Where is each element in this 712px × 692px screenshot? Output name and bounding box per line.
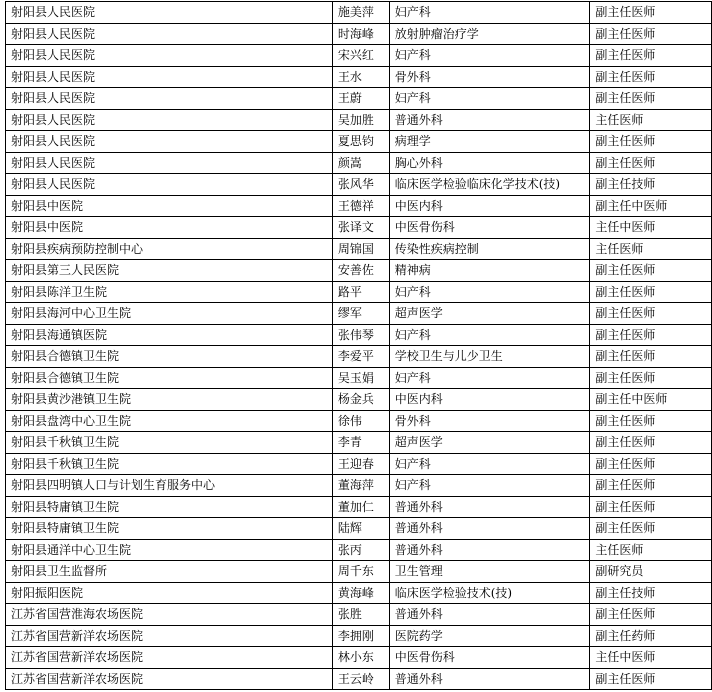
table-row xyxy=(6,260,712,282)
specialty-cell: 超声医学 xyxy=(389,432,590,454)
institution-cell: 射阳县人民医院 xyxy=(6,131,333,153)
specialty-cell: 普通外科 xyxy=(389,109,590,131)
table-row xyxy=(6,647,712,669)
title-cell: 主任医师 xyxy=(590,109,712,131)
table-row xyxy=(6,174,712,196)
specialty-cell: 骨外科 xyxy=(389,66,590,88)
title-cell: 副主任医师 xyxy=(590,23,712,45)
name-cell: 时海峰 xyxy=(332,23,389,45)
name-cell: 施美萍 xyxy=(332,2,389,24)
title-cell: 主任医师 xyxy=(590,238,712,260)
title-cell: 副主任医师 xyxy=(590,131,712,153)
specialty-cell: 卫生管理 xyxy=(389,561,590,583)
table-row xyxy=(6,668,712,690)
specialty-cell: 妇产科 xyxy=(389,453,590,475)
name-cell: 周千东 xyxy=(332,561,389,583)
table-row xyxy=(6,281,712,303)
title-cell: 副主任医师 xyxy=(590,152,712,174)
title-cell: 副主任医师 xyxy=(590,410,712,432)
specialty-cell: 妇产科 xyxy=(389,45,590,67)
table-row xyxy=(6,475,712,497)
name-cell: 张风华 xyxy=(332,174,389,196)
table-row xyxy=(6,109,712,131)
table-row xyxy=(6,152,712,174)
title-cell: 副主任医师 xyxy=(590,668,712,690)
specialty-cell: 传染性疾病控制 xyxy=(389,238,590,260)
name-cell: 张胜 xyxy=(332,604,389,626)
specialty-cell: 中医内科 xyxy=(389,195,590,217)
name-cell: 缪军 xyxy=(332,303,389,325)
institution-cell: 射阳县人民医院 xyxy=(6,109,333,131)
title-cell: 副主任医师 xyxy=(590,432,712,454)
specialty-cell: 放射肿瘤治疗学 xyxy=(389,23,590,45)
title-cell: 主任中医师 xyxy=(590,647,712,669)
specialty-cell: 临床医学检验技术(技) xyxy=(389,582,590,604)
title-cell: 副主任医师 xyxy=(590,281,712,303)
name-cell: 李拥刚 xyxy=(332,625,389,647)
table-row xyxy=(6,238,712,260)
institution-cell: 射阳县人民医院 xyxy=(6,23,333,45)
specialty-cell: 中医内科 xyxy=(389,389,590,411)
specialty-cell: 学校卫生与儿少卫生 xyxy=(389,346,590,368)
name-cell: 吴玉娟 xyxy=(332,367,389,389)
title-cell: 副主任医师 xyxy=(590,518,712,540)
table-row xyxy=(6,539,712,561)
name-cell: 王迎春 xyxy=(332,453,389,475)
name-cell: 张丙 xyxy=(332,539,389,561)
title-cell: 副主任医师 xyxy=(590,303,712,325)
table-row xyxy=(6,66,712,88)
table-row xyxy=(6,625,712,647)
institution-cell: 江苏省国营新洋农场医院 xyxy=(6,625,333,647)
name-cell: 路平 xyxy=(332,281,389,303)
name-cell: 王蔚 xyxy=(332,88,389,110)
institution-cell: 江苏省国营淮海农场医院 xyxy=(6,604,333,626)
specialty-cell: 妇产科 xyxy=(389,281,590,303)
table-row xyxy=(6,367,712,389)
title-cell: 主任中医师 xyxy=(590,217,712,239)
name-cell: 王水 xyxy=(332,66,389,88)
specialty-cell: 临床医学检验临床化学技术(技) xyxy=(389,174,590,196)
institution-cell: 射阳县中医院 xyxy=(6,217,333,239)
specialty-cell: 妇产科 xyxy=(389,367,590,389)
table-row xyxy=(6,496,712,518)
institution-cell: 射阳县通洋中心卫生院 xyxy=(6,539,333,561)
institution-cell: 江苏省国营新洋农场医院 xyxy=(6,647,333,669)
table-row xyxy=(6,217,712,239)
name-cell: 张伟琴 xyxy=(332,324,389,346)
institution-cell: 射阳县合德镇卫生院 xyxy=(6,367,333,389)
table-row xyxy=(6,561,712,583)
table-row xyxy=(6,518,712,540)
institution-cell: 射阳振阳医院 xyxy=(6,582,333,604)
title-cell: 副主任药师 xyxy=(590,625,712,647)
specialty-cell: 中医骨伤科 xyxy=(389,217,590,239)
institution-cell: 射阳县人民医院 xyxy=(6,174,333,196)
title-cell: 副主任医师 xyxy=(590,45,712,67)
institution-cell: 射阳县疾病预防控制中心 xyxy=(6,238,333,260)
title-cell: 副主任医师 xyxy=(590,88,712,110)
table-row xyxy=(6,131,712,153)
table-row xyxy=(6,303,712,325)
table-row xyxy=(6,195,712,217)
specialty-cell: 普通外科 xyxy=(389,604,590,626)
name-cell: 董加仁 xyxy=(332,496,389,518)
institution-cell: 射阳县四明镇人口与计划生育服务中心 xyxy=(6,475,333,497)
table-row xyxy=(6,88,712,110)
table-row xyxy=(6,432,712,454)
table-row xyxy=(6,582,712,604)
title-cell: 副主任医师 xyxy=(590,260,712,282)
specialty-cell: 胸心外科 xyxy=(389,152,590,174)
specialty-cell: 普通外科 xyxy=(389,518,590,540)
table-row xyxy=(6,604,712,626)
institution-cell: 射阳县海河中心卫生院 xyxy=(6,303,333,325)
institution-cell: 射阳县中医院 xyxy=(6,195,333,217)
name-cell: 陆辉 xyxy=(332,518,389,540)
personnel-table xyxy=(5,1,712,690)
personnel-table-body xyxy=(6,2,712,690)
title-cell: 主任医师 xyxy=(590,539,712,561)
specialty-cell: 普通外科 xyxy=(389,496,590,518)
title-cell: 副主任技师 xyxy=(590,582,712,604)
table-row xyxy=(6,45,712,67)
title-cell: 副主任医师 xyxy=(590,346,712,368)
institution-cell: 射阳县合德镇卫生院 xyxy=(6,346,333,368)
specialty-cell: 普通外科 xyxy=(389,668,590,690)
institution-cell: 射阳县千秋镇卫生院 xyxy=(6,432,333,454)
table-row xyxy=(6,2,712,24)
institution-cell: 射阳县人民医院 xyxy=(6,66,333,88)
name-cell: 董海萍 xyxy=(332,475,389,497)
name-cell: 安善佐 xyxy=(332,260,389,282)
table-row xyxy=(6,410,712,432)
specialty-cell: 精神病 xyxy=(389,260,590,282)
specialty-cell: 妇产科 xyxy=(389,88,590,110)
title-cell: 副主任医师 xyxy=(590,324,712,346)
table-row xyxy=(6,346,712,368)
name-cell: 王云岭 xyxy=(332,668,389,690)
title-cell: 副主任医师 xyxy=(590,453,712,475)
name-cell: 徐伟 xyxy=(332,410,389,432)
institution-cell: 江苏省国营新洋农场医院 xyxy=(6,668,333,690)
institution-cell: 射阳县盘湾中心卫生院 xyxy=(6,410,333,432)
specialty-cell: 超声医学 xyxy=(389,303,590,325)
name-cell: 吴加胜 xyxy=(332,109,389,131)
specialty-cell: 病理学 xyxy=(389,131,590,153)
specialty-cell: 妇产科 xyxy=(389,324,590,346)
specialty-cell: 骨外科 xyxy=(389,410,590,432)
name-cell: 夏思钧 xyxy=(332,131,389,153)
institution-cell: 射阳县第三人民医院 xyxy=(6,260,333,282)
name-cell: 李爱平 xyxy=(332,346,389,368)
institution-cell: 射阳县陈洋卫生院 xyxy=(6,281,333,303)
title-cell: 副主任医师 xyxy=(590,496,712,518)
name-cell: 王德祥 xyxy=(332,195,389,217)
specialty-cell: 医院药学 xyxy=(389,625,590,647)
table-row xyxy=(6,453,712,475)
institution-cell: 射阳县人民医院 xyxy=(6,88,333,110)
table-row xyxy=(6,389,712,411)
name-cell: 张译文 xyxy=(332,217,389,239)
specialty-cell: 普通外科 xyxy=(389,539,590,561)
name-cell: 李青 xyxy=(332,432,389,454)
institution-cell: 射阳县海通镇医院 xyxy=(6,324,333,346)
institution-cell: 射阳县黄沙港镇卫生院 xyxy=(6,389,333,411)
institution-cell: 射阳县人民医院 xyxy=(6,152,333,174)
institution-cell: 射阳县人民医院 xyxy=(6,2,333,24)
name-cell: 黄海峰 xyxy=(332,582,389,604)
title-cell: 副主任中医师 xyxy=(590,195,712,217)
name-cell: 林小东 xyxy=(332,647,389,669)
title-cell: 副主任医师 xyxy=(590,66,712,88)
name-cell: 杨金兵 xyxy=(332,389,389,411)
title-cell: 副主任医师 xyxy=(590,475,712,497)
specialty-cell: 中医骨伤科 xyxy=(389,647,590,669)
title-cell: 副主任中医师 xyxy=(590,389,712,411)
institution-cell: 射阳县特庸镇卫生院 xyxy=(6,518,333,540)
table-row xyxy=(6,324,712,346)
institution-cell: 射阳县人民医院 xyxy=(6,45,333,67)
name-cell: 周锦国 xyxy=(332,238,389,260)
institution-cell: 射阳县千秋镇卫生院 xyxy=(6,453,333,475)
specialty-cell: 妇产科 xyxy=(389,2,590,24)
name-cell: 宋兴红 xyxy=(332,45,389,67)
specialty-cell: 妇产科 xyxy=(389,475,590,497)
title-cell: 副主任医师 xyxy=(590,604,712,626)
title-cell: 副主任医师 xyxy=(590,367,712,389)
title-cell: 副主任技师 xyxy=(590,174,712,196)
name-cell: 颜嵩 xyxy=(332,152,389,174)
title-cell: 副研究员 xyxy=(590,561,712,583)
title-cell: 副主任医师 xyxy=(590,2,712,24)
institution-cell: 射阳县特庸镇卫生院 xyxy=(6,496,333,518)
table-row xyxy=(6,23,712,45)
institution-cell: 射阳县卫生监督所 xyxy=(6,561,333,583)
